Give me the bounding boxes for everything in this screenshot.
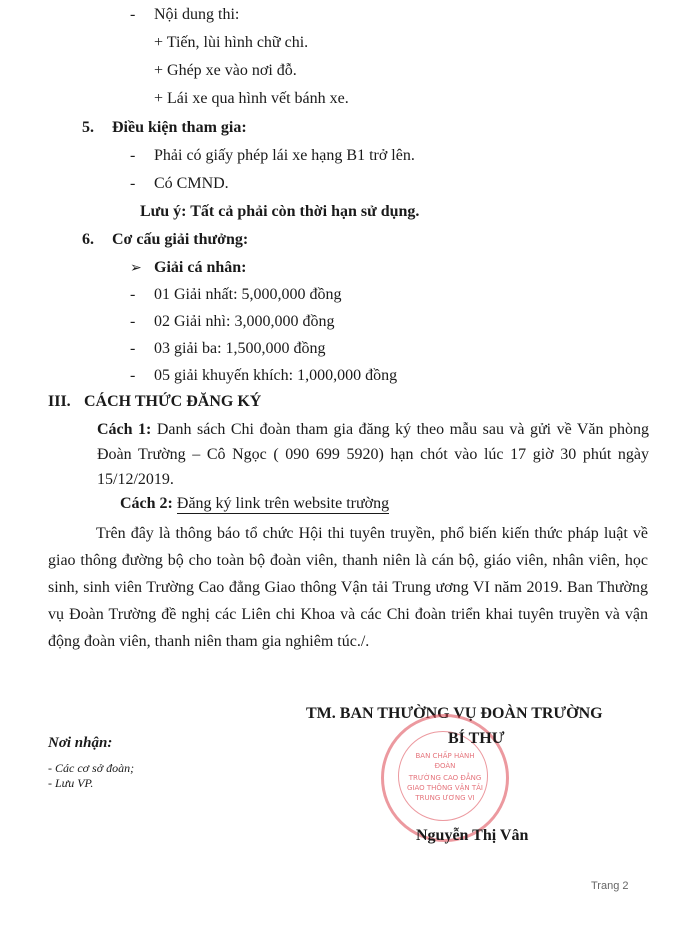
section3-heading bbox=[48, 393, 261, 411]
section5-title: Điều kiện tham gia: bbox=[112, 119, 247, 136]
content-sub-3: + Lái xe qua hình vết bánh xe. bbox=[154, 90, 349, 107]
section6-title: Cơ cấu giải thưởng: bbox=[112, 231, 249, 248]
stamp-line-3: TRƯỜNG CAO ĐẲNG bbox=[408, 774, 482, 782]
section6-subtitle: Giải cá nhân: bbox=[154, 259, 247, 276]
way1-paragraph bbox=[97, 417, 649, 492]
way1-text: Danh sách Chi đoàn tham gia đăng ký theo mẫu sau và gửi về Văn phòng Đoàn Trường – Cô Ngọc ( 090 699 5920) hạn chót vào lúc 17 giờ 30 phút ngày 15/12/2019. bbox=[97, 421, 649, 488]
section5-item-2: - Có CMND. bbox=[130, 175, 229, 192]
website-registration-link[interactable]: Đăng ký link trên website trường bbox=[176, 495, 390, 512]
signature-position: BÍ THƯ bbox=[448, 730, 505, 747]
way1-label: Cách 1: bbox=[97, 421, 152, 438]
content-heading: - Nội dung thi: bbox=[130, 6, 240, 23]
prize-item-2: - 02 Giải nhì: 3,000,000 đồng bbox=[130, 313, 335, 330]
prize-item-2-text: 02 Giải nhì: 3,000,000 đồng bbox=[154, 313, 335, 330]
way2-line bbox=[120, 495, 389, 513]
stamp-line-2: ĐOÀN bbox=[434, 762, 456, 770]
section5-number: 5. bbox=[82, 119, 94, 136]
closing-paragraph: Trên đây là thông báo tổ chức Hội thi tuyên truyền, phổ biến kiến thức pháp luật về giao thông đường bộ cho toàn bộ đoàn viên, thanh niên là cán bộ, giáo viên, nhân viên, học sinh, sinh viên Trường Cao đẳng Giao thông Vận tải Trung ương VI năm 2019. Ban Thường vụ Đoàn Trường đề nghị các Liên chi Khoa và các Chi đoàn triển khai tuyên truyền và vận động đoàn viên, thanh niên tham gia nghiêm túc./. bbox=[48, 525, 648, 650]
section6-heading bbox=[82, 231, 248, 249]
section5-item-2-text: Có CMND. bbox=[154, 175, 229, 192]
recipient-item-2: - Lưu VP. bbox=[48, 776, 94, 790]
prize-item-4: - 05 giải khuyến khích: 1,000,000 đồng bbox=[130, 367, 398, 384]
prize-item-1-text: 01 Giải nhất: 5,000,000 đồng bbox=[154, 286, 342, 303]
section3-title: CÁCH THỨC ĐĂNG KÝ bbox=[84, 393, 262, 410]
prize-item-4-text: 05 giải khuyến khích: 1,000,000 đồng bbox=[154, 367, 398, 384]
section6-subheading bbox=[130, 259, 246, 277]
section5-heading bbox=[82, 119, 247, 137]
prize-item-3: - 03 giải ba: 1,500,000 đồng bbox=[130, 340, 326, 357]
section5-item-1-text: Phải có giấy phép lái xe hạng B1 trở lên. bbox=[154, 147, 415, 164]
arrow-icon: ➢ bbox=[130, 260, 142, 276]
prize-item-3-text: 03 giải ba: 1,500,000 đồng bbox=[154, 340, 326, 357]
content-sub-1: + Tiến, lùi hình chữ chi. bbox=[154, 34, 309, 51]
stamp-line-4: GIAO THÔNG VẬN TẢI bbox=[407, 784, 483, 792]
section6-number: 6. bbox=[82, 231, 94, 248]
section5-item-1: - Phải có giấy phép lái xe hạng B1 trở lên. bbox=[130, 147, 415, 164]
content-sub-2: + Ghép xe vào nơi đỗ. bbox=[154, 62, 297, 79]
signature-name: Nguyễn Thị Vân bbox=[416, 827, 529, 844]
recipients-title: Nơi nhận: bbox=[48, 735, 113, 751]
page-number: Trang 2 bbox=[591, 880, 629, 892]
content-heading-text: Nội dung thi: bbox=[154, 6, 240, 23]
recipient-item-1: - Các cơ sở đoàn; bbox=[48, 761, 135, 775]
section3-number: III. bbox=[48, 393, 71, 410]
stamp-line-1: BAN CHẤP HÀNH bbox=[415, 752, 475, 760]
signature-org: TM. BAN THƯỜNG VỤ ĐOÀN TRƯỜNG bbox=[306, 705, 603, 722]
way2-label: Cách 2: bbox=[120, 495, 173, 512]
prize-item-1: - 01 Giải nhất: 5,000,000 đồng bbox=[130, 286, 342, 303]
section5-note: Lưu ý: Tất cả phải còn thời hạn sử dụng. bbox=[140, 203, 420, 220]
stamp-line-5: TRUNG ƯƠNG VI bbox=[415, 794, 475, 802]
